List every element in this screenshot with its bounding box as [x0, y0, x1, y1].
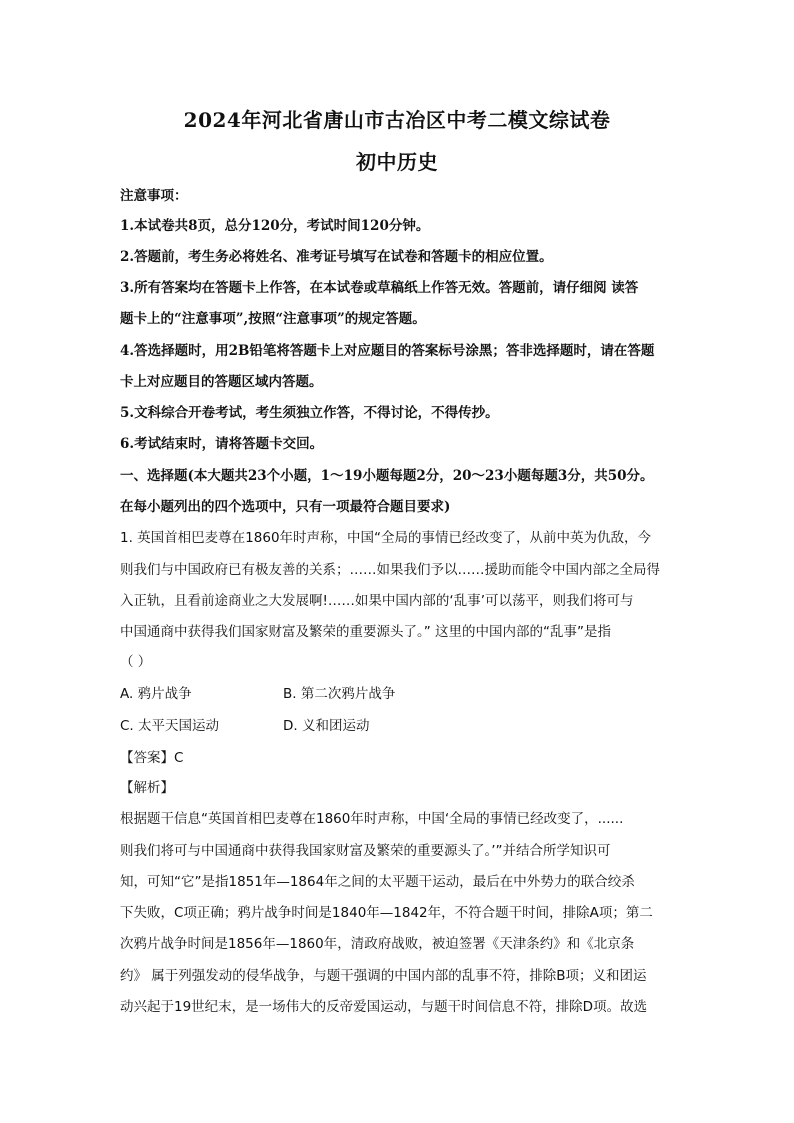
notice-item: 6.考试结束时，请将答题卡交回。	[120, 436, 324, 452]
analysis-heading: 【解析】	[120, 780, 174, 796]
answer-label: 【答案】C	[120, 750, 184, 766]
analysis-text: 下失败，C项正确；鸦片战争时间是1840年—1842年，不符合题干时间，排除A项；第二	[120, 905, 653, 921]
analysis-text: 动兴起于19世纪末，是一场伟大的反帝爱国运动，与题干时间信息不符，排除D项。故选	[120, 999, 648, 1015]
analysis-text: 约》 属于列强发动的侵华战争，与题干强调的中国内部的乱事不符，排除B项；义和团运	[120, 968, 647, 984]
question-stem: 中国通商中获得我们国家财富及繁荣的重要源头了。” 这里的中国内部的“乱事”是指	[120, 624, 612, 640]
notice-item: 1.本试卷共8页，总分120分，考试时间120分钟。	[120, 218, 430, 234]
exam-subtitle: 初中历史	[356, 150, 438, 174]
question-blank: （ ）	[120, 654, 152, 670]
option-a: A. 鸦片战争	[120, 686, 192, 702]
section-heading: 在每小题列出的四个选项中，只有一项最符合题目要求)	[120, 499, 451, 515]
analysis-text: 知，可知“它”是指1851年—1864年之间的太平题干运动，最后在中外势力的联合绞杀	[120, 874, 635, 890]
notice-item: 卡上对应题目的答题区域内答题。	[120, 374, 323, 390]
exam-title: 2024年河北省唐山市古冶区中考二模文综试卷	[183, 108, 611, 132]
notice-item: 2.答题前，考生务必将姓名、准考证号填写在试卷和答题卡的相应位置。	[120, 249, 553, 265]
option-c: C. 太平天国运动	[120, 718, 220, 734]
question-stem: 入正轨，且看前途商业之大发展啊!……如果中国内部的‘乱事’可以荡平，则我们将可与	[120, 593, 634, 609]
analysis-text: 根据题干信息“英国首相巴麦尊在1860年时声称，中国‘全局的事情已经改变了，......	[120, 811, 624, 827]
option-d: D. 义和团运动	[283, 718, 370, 734]
question-stem: 则我们与中国政府已有极友善的关系；……如果我们予以……援助而能令中国内部之全局得	[120, 562, 660, 578]
notice-heading: 注意事项：	[120, 188, 188, 204]
section-heading: 一、选择题(本大题共23个小题，1～19小题每题2分，20～23小题每题3分，共50分。	[120, 468, 654, 484]
analysis-text: 次鸦片战争时间是1856年—1860年，清政府战败，被迫签署《天津条约》和《北京条	[120, 936, 635, 952]
notice-item: 题卡上的“注意事项”,按照“注意事项”的规定答题。	[120, 311, 426, 327]
notice-item: 3.所有答案均在答题卡上作答，在本试卷或草稿纸上作答无效。答题前，请仔细阅 读答	[120, 280, 639, 296]
notice-item: 4.答选择题时，用2B铅笔将答题卡上对应题目的答案标号涂黑；答非选择题时，请在答题	[120, 343, 655, 359]
notice-item: 5.文科综合开卷考试，考生须独立作答，不得讨论，不得传抄。	[120, 405, 499, 421]
question-stem: 1. 英国首相巴麦尊在1860年时声称，中国“全局的事情已经改变了，从前中英为仇敌，今	[120, 530, 652, 546]
option-b: B. 第二次鸦片战争	[283, 686, 396, 702]
analysis-text: 则我们将可与中国通商中获得我国家财富及繁荣的重要源头了。’”并结合所学知识可	[120, 843, 611, 859]
